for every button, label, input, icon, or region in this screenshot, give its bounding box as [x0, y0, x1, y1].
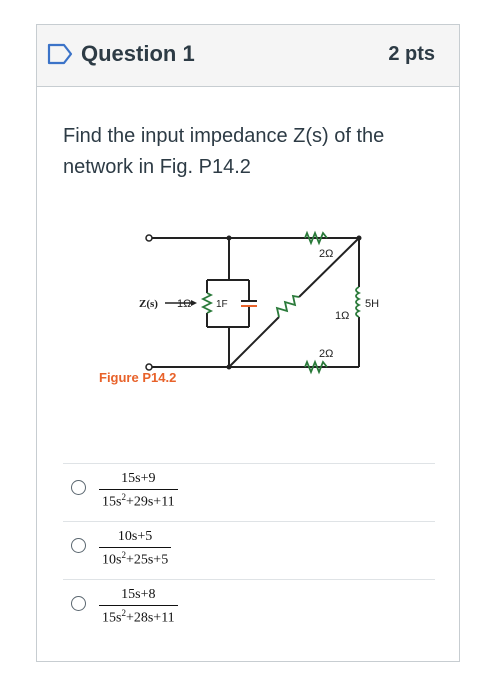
junction-dot	[227, 365, 232, 370]
question-card	[36, 24, 460, 662]
bookmark-flag-icon[interactable]	[47, 43, 73, 65]
question-points: 2 pts	[388, 43, 435, 65]
radio-button[interactable]	[71, 538, 86, 553]
answer-option-3[interactable]	[63, 579, 435, 637]
junction-dot	[227, 236, 232, 241]
label-r-parallel: 1Ω	[177, 298, 192, 310]
fraction-denominator	[99, 489, 178, 511]
radio-button[interactable]	[71, 596, 86, 611]
fraction-numerator: 15s+9	[121, 471, 156, 486]
answer-fraction	[99, 587, 178, 627]
answer-fraction	[99, 471, 178, 511]
den-exponent: 2	[121, 608, 126, 618]
den-part-a: 15s	[102, 610, 122, 626]
answer-option-2[interactable]	[63, 521, 435, 579]
answer-list	[63, 463, 435, 637]
figure-caption: Figure P14.2	[99, 370, 177, 385]
inductor	[356, 287, 359, 317]
capacitor	[241, 301, 257, 306]
label-r-bottom: 2Ω	[319, 348, 334, 360]
label-cap: 1F	[216, 299, 228, 310]
label-zs: Z(s)	[139, 298, 158, 310]
junction-dot	[357, 236, 362, 241]
den-part-a: 10s	[102, 552, 122, 568]
fraction-denominator	[99, 547, 171, 569]
circuit-figure	[93, 205, 380, 395]
label-r-top: 2Ω	[319, 248, 334, 260]
label-inductor: 5H	[365, 298, 380, 310]
den-part-a: 15s	[102, 494, 122, 510]
question-header	[37, 25, 459, 87]
resistor-parallel	[203, 293, 211, 313]
question-text: Find the input impedance Z(s) of the network in Fig. P14.2	[63, 125, 385, 178]
den-exponent: 2	[121, 492, 126, 502]
den-part-b: +25s+5	[125, 552, 169, 568]
terminal-top	[146, 235, 152, 241]
den-exponent: 2	[121, 550, 126, 560]
label-r-diag: 1Ω	[335, 310, 350, 322]
resistor-diagonal	[277, 296, 299, 317]
den-part-b: +28s+11	[125, 610, 175, 626]
den-part-b: +29s+11	[125, 494, 175, 510]
fraction-numerator: 10s+5	[117, 529, 153, 544]
fraction-denominator	[99, 605, 178, 627]
fraction-numerator: 15s+8	[121, 587, 156, 602]
question-title: Question 1	[81, 41, 195, 66]
radio-button[interactable]	[71, 480, 86, 495]
arrow-head-icon	[191, 300, 197, 306]
answer-option-1[interactable]	[63, 463, 435, 521]
answer-fraction	[99, 529, 171, 569]
